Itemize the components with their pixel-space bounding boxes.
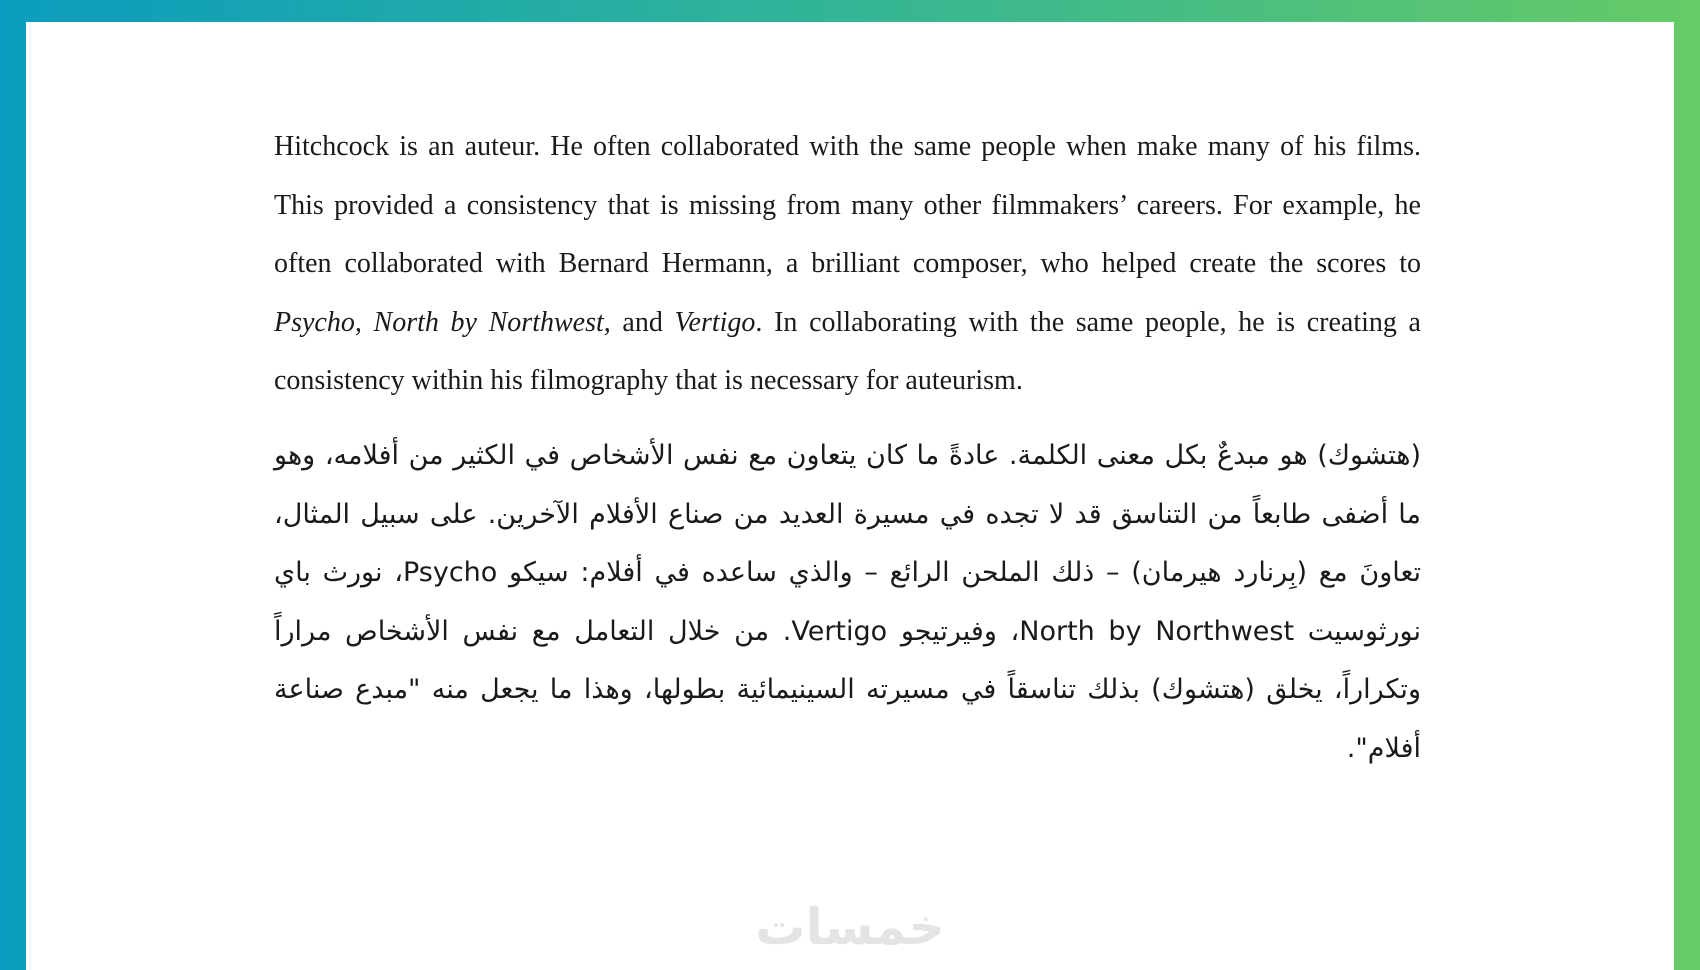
film-title-vertigo: Vertigo (674, 306, 756, 338)
document-page (26, 22, 1674, 970)
watermark-logo: خمسات (755, 898, 945, 956)
arabic-paragraph: (هتشوك) هو مبدعٌ بكل معنى الكلمة. عادةً ما كان يتعاون مع نفس الأشخاص في الكثير من أفلامه، وهو ما أضفى طابعاً من التناسق قد لا تجده في مسيرة العديد من صناع الأفلام الآخرين. على سبيل المثال، تعاونَ مع (بِرنارد هيرمان) – ذلك الملحن الرائع – والذي ساعده في أفلام: سيكو Psycho، نورث باي نورثوسيت North by Northwest، وفيرتيجو Vertigo. من خلال التعامل مع نفس الأشخاص مراراً وتكراراً، يخلق (هتشوك) بذلك تناسقاً في مسيرته السينيمائية بطولها، وهذا ما يجعل منه "مبدع صناعة أفلام". (274, 439, 1421, 764)
english-text-part3: . In collaborating with the same people, he is creating a consistency within his filmography that is necessary for auteurism. (274, 306, 1421, 397)
document-body (274, 118, 1421, 779)
film-titles-italic: Psycho, North by Northwest, (274, 306, 611, 338)
english-text-part2: and (610, 306, 675, 338)
english-paragraph (274, 118, 1421, 411)
english-text-part1: Hitchcock is an auteur. He often collaborated with the same people when make many of his films. This provided a consistency that is missing from many other filmmakers’ careers. For example, he often collaborated with Bernard Hermann, a brilliant composer, who helped create the scores to (274, 131, 1421, 280)
